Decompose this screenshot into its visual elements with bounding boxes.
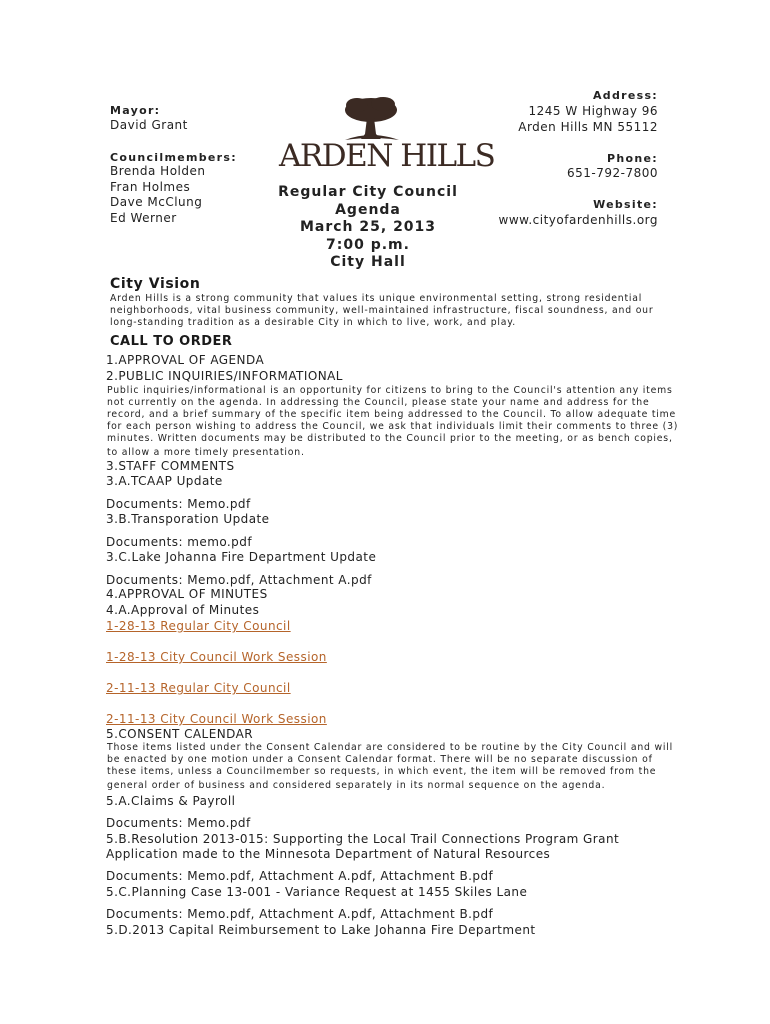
agenda-item: 5.C.Planning Case 13-001 - Variance Request at 1455 Skiles Lane — [106, 885, 528, 899]
vision-title: City Vision — [110, 276, 201, 292]
agenda-item: 2.PUBLIC INQUIRIES/INFORMATIONAL — [106, 369, 343, 383]
councilmember-name: Brenda Holden — [110, 164, 206, 178]
agenda-item-continued: Application made to the Minnesota Department of Natural Resources — [106, 847, 551, 861]
documents-line[interactable]: Documents: Memo.pdf — [106, 497, 251, 511]
address-line1: 1245 W Highway 96 — [528, 104, 658, 118]
paragraph-line: record, and a brief summary of the specific item being addressed to the Council. To allow adequate time — [107, 409, 677, 420]
agenda-item: 4.A.Approval of Minutes — [106, 603, 260, 617]
paragraph-line: not currently on the agenda. In addressing the Council, please state your name and address for the — [107, 397, 650, 408]
city-logo — [277, 92, 495, 176]
paragraph-line: these items, unless a Councilmember so requests, in which event, the item will be removed from the — [107, 766, 657, 777]
agenda-item: 4.APPROVAL OF MINUTES — [106, 587, 268, 601]
mayor-name: David Grant — [110, 118, 188, 132]
website-link[interactable]: www.cityofardenhills.org — [498, 213, 658, 227]
paragraph-line: to allow a more timely presentation. — [107, 447, 305, 458]
documents-line[interactable]: Documents: Memo.pdf, Attachment A.pdf, Attachment B.pdf — [106, 907, 494, 921]
agenda-item: 5.A.Claims & Payroll — [106, 794, 236, 808]
public-inquiry-text — [107, 385, 678, 459]
agenda-item: 3.C.Lake Johanna Fire Department Update — [106, 550, 377, 564]
address-label: Address: — [592, 89, 658, 102]
vision-text — [110, 293, 654, 329]
minutes-link[interactable]: 1-28-13 Regular City Council — [106, 619, 291, 633]
meeting-title: Regular City Council — [278, 184, 458, 200]
oak-tree-icon — [345, 97, 399, 140]
agenda-item: 5.CONSENT CALENDAR — [106, 727, 254, 741]
meeting-location: City Hall — [330, 254, 406, 270]
mayor-label: Mayor: — [110, 104, 161, 117]
vision-line: Arden Hills is a strong community that values its unique environmental setting, strong residential — [110, 293, 643, 304]
paragraph-line: general order of business and considered separately in its normal sequence on the agenda. — [107, 780, 606, 791]
phone-label: Phone: — [607, 152, 658, 165]
vision-line: neighborhoods, vital business community, well-maintained infrastructure, fiscal soundness, and our — [110, 305, 654, 316]
address-line2: Arden Hills MN 55112 — [518, 120, 658, 134]
documents-line[interactable]: Documents: Memo.pdf, Attachment A.pdf — [106, 573, 372, 587]
agenda-item: 5.B.Resolution 2013-015: Supporting the Local Trail Connections Program Grant — [106, 832, 620, 846]
agenda-item: 3.B.Transporation Update — [106, 512, 270, 526]
vision-line: long-standing tradition as a desirable City in which to live, work, and play. — [110, 317, 517, 328]
agenda-item: 3.A.TCAAP Update — [106, 474, 223, 488]
documents-line[interactable]: Documents: Memo.pdf, Attachment A.pdf, Attachment B.pdf — [106, 869, 494, 883]
meeting-info — [268, 184, 468, 272]
call-to-order-heading: CALL TO ORDER — [110, 334, 233, 349]
paragraph-line: be enacted by one motion under a Consent Calendar format. There will be no separate discussion of — [107, 754, 653, 765]
councilmember-name: Dave McClung — [110, 195, 203, 209]
councilmembers-label: Councilmembers: — [110, 151, 237, 164]
paragraph-line: minutes. Written documents may be distributed to the Council prior to the meeting, or as bench copies, — [107, 433, 673, 444]
minutes-link[interactable]: 1-28-13 City Council Work Session — [106, 650, 327, 664]
paragraph-line: for each person wishing to address the Council, we ask that individuals limit their comments to three (3) — [107, 421, 679, 432]
meeting-time: 7:00 p.m. — [326, 236, 410, 253]
consent-calendar-text — [107, 742, 673, 792]
councilmember-name: Ed Werner — [110, 211, 177, 225]
meeting-type: Agenda — [335, 201, 401, 218]
documents-line[interactable]: Documents: memo.pdf — [106, 535, 252, 549]
minutes-link[interactable]: 2-11-13 Regular City Council — [106, 681, 291, 695]
paragraph-line: Public inquiries/informational is an opportunity for citizens to bring to the Council's attention any items — [107, 385, 673, 396]
agenda-item: 1.APPROVAL OF AGENDA — [106, 353, 265, 367]
paragraph-line: Those items listed under the Consent Calendar are considered to be routine by the City Council and will — [107, 742, 674, 753]
website-label: Website: — [593, 198, 658, 211]
agenda-item: 3.STAFF COMMENTS — [106, 459, 235, 473]
minutes-link[interactable]: 2-11-13 City Council Work Session — [106, 712, 327, 726]
councilmember-name: Fran Holmes — [110, 180, 191, 194]
agenda-item: 5.D.2013 Capital Reimbursement to Lake Johanna Fire Department — [106, 923, 536, 937]
meeting-date: March 25, 2013 — [299, 219, 437, 235]
logo-wordmark: ARDEN HILLS — [279, 138, 495, 174]
documents-line[interactable]: Documents: Memo.pdf — [106, 816, 251, 830]
phone-number: 651-792-7800 — [566, 166, 658, 180]
